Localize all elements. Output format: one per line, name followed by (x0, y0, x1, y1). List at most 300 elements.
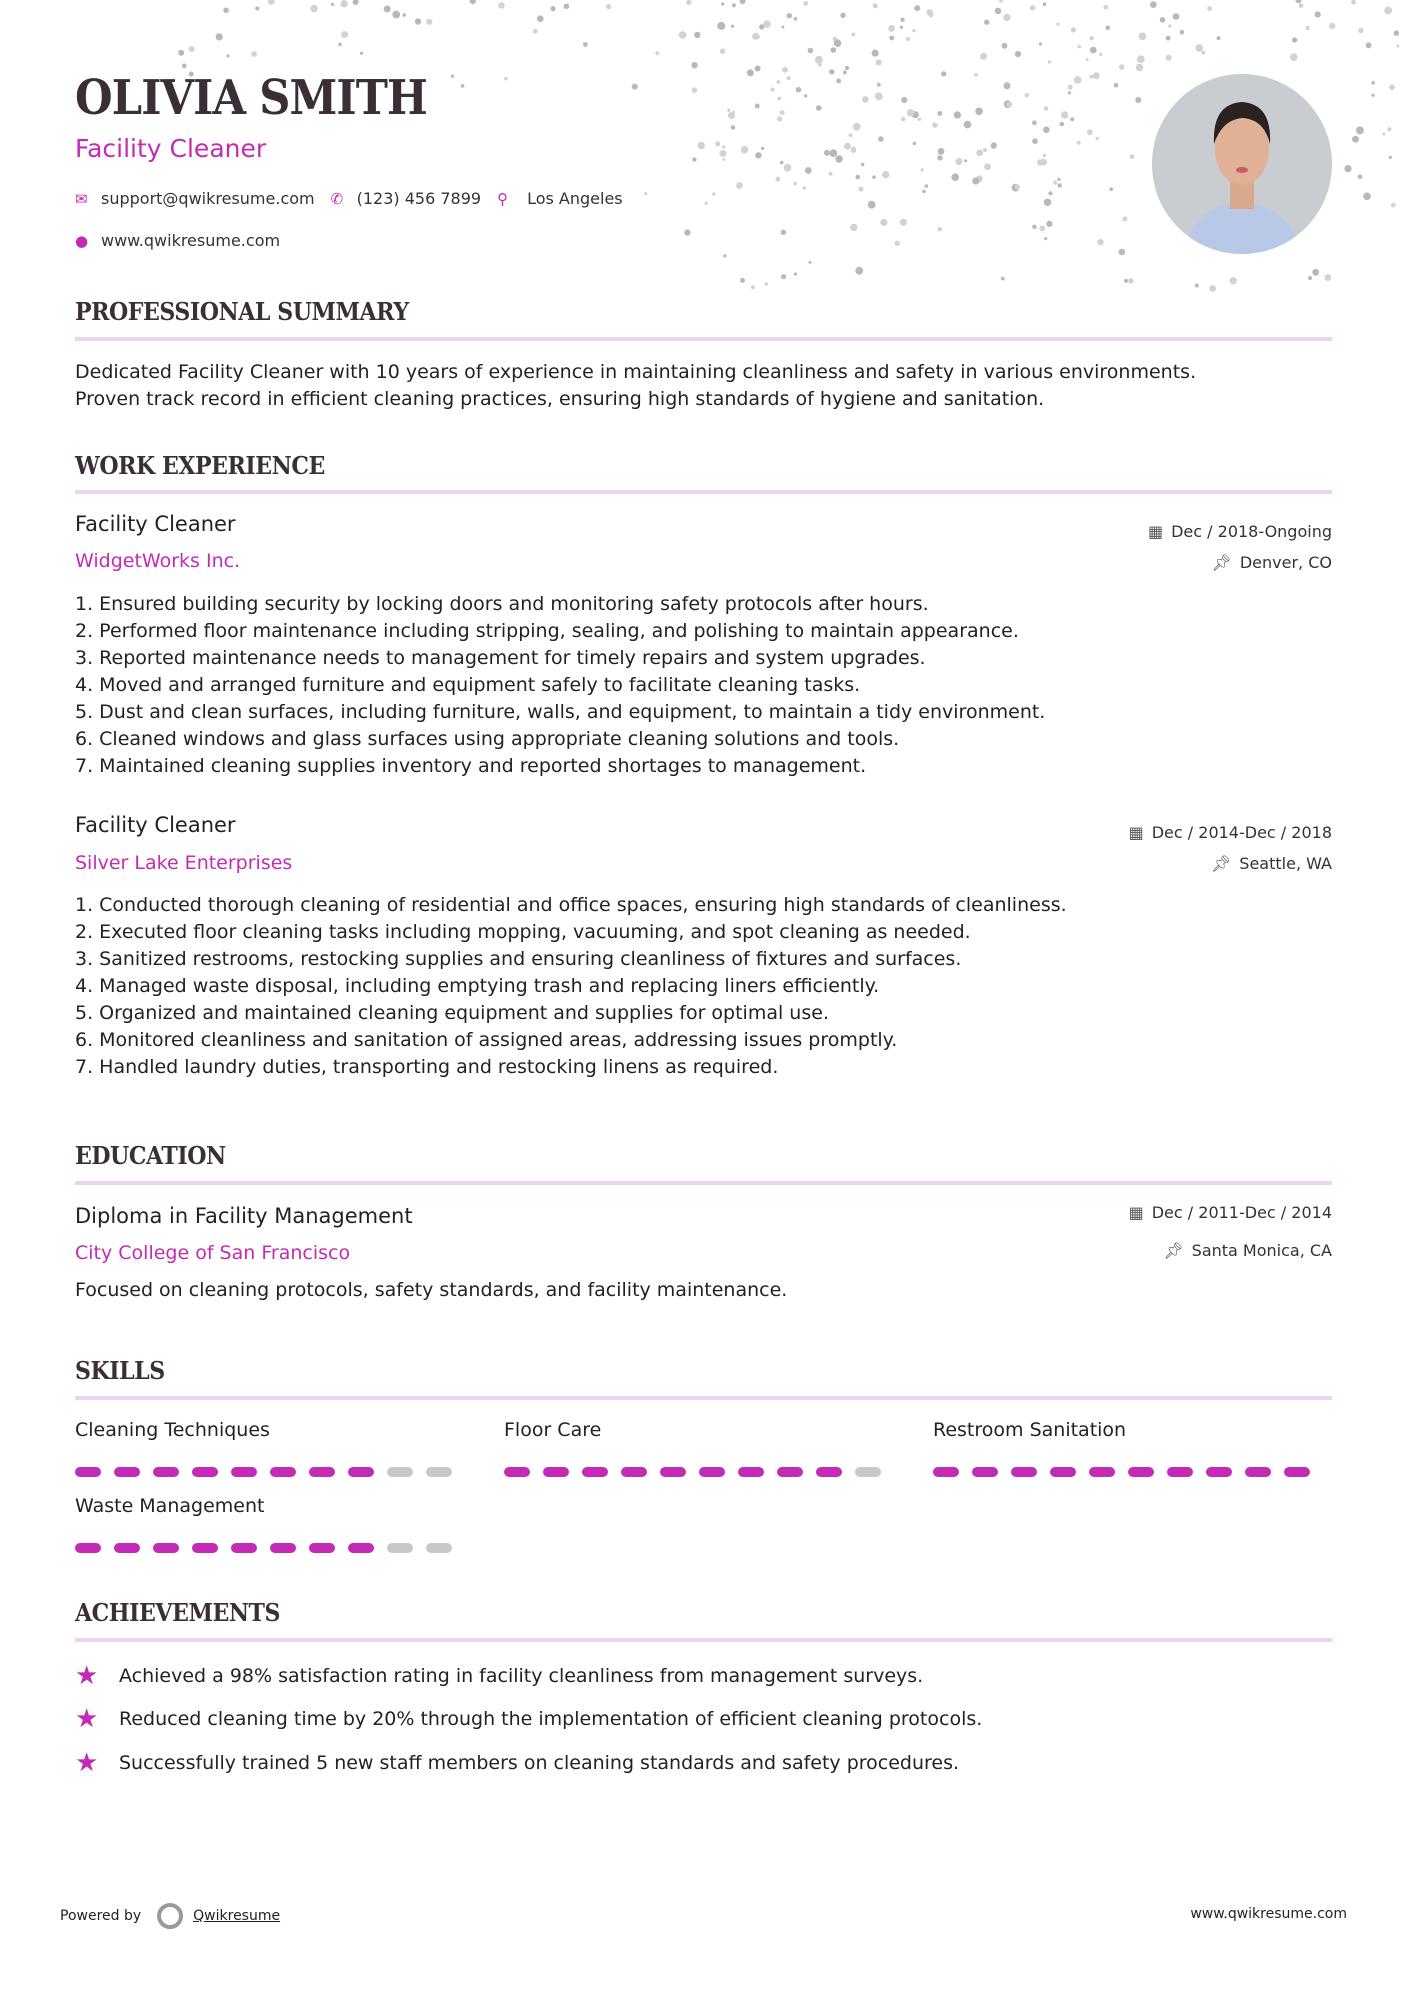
decor-dot (976, 150, 983, 157)
decor-dot (1207, 6, 1212, 11)
achievement-text: Achieved a 98% satisfaction rating in facility cleanliness from management surveys. (119, 1665, 924, 1687)
decor-dot (831, 47, 837, 53)
summary-line: Proven track record in efficient cleaning practices, ensuring high standards of hygiene and sanitation. (75, 388, 1045, 410)
skill-name: Floor Care (504, 1419, 602, 1441)
decor-dot (537, 15, 544, 22)
skill-rating (504, 1467, 881, 1477)
job-title: Facility Cleaner (75, 134, 267, 163)
decor-dot (912, 29, 915, 32)
list-item: 5. Dust and clean surfaces, including furniture, walls, and equipment, to maintain a tidy environment. (75, 701, 1046, 723)
phone-icon: ✆ (330, 189, 344, 208)
decor-dot (1089, 75, 1093, 79)
decor-dot (1136, 64, 1143, 71)
decor-dot (900, 26, 903, 29)
decor-dot (226, 54, 229, 57)
globe-icon: ● (75, 231, 89, 250)
rating-dot-filled (309, 1467, 335, 1477)
decor-dot (882, 171, 889, 178)
decor-dot (1057, 178, 1060, 181)
decor-dot (727, 109, 730, 112)
calendar-icon: ▦ (1128, 1203, 1144, 1222)
decor-dot (1032, 225, 1036, 229)
calendar-icon: ▦ (1147, 522, 1164, 541)
decor-dot (451, 75, 454, 78)
decor-dot (732, 3, 736, 7)
envelope-icon: ✉ (75, 189, 88, 208)
decor-dot (770, 88, 774, 92)
decor-dot (686, 0, 691, 5)
rating-dot-filled (1011, 1467, 1037, 1477)
website-row (75, 231, 280, 250)
decor-dot (1044, 106, 1048, 110)
list-item: 2. Performed floor maintenance including stripping, sealing, and polishing to maintain appearance. (75, 620, 1019, 642)
skill-name: Cleaning Techniques (75, 1419, 270, 1441)
decor-dot (1068, 85, 1073, 90)
list-item: 3. Reported maintenance needs to management for timely repairs and system upgrades. (75, 647, 926, 669)
rating-dot-filled (153, 1543, 179, 1553)
decor-dot (1209, 285, 1216, 292)
list-item: 7. Handled laundry duties, transporting and restocking linens as required. (75, 1056, 779, 1078)
decor-dot (851, 33, 855, 37)
decor-dot (778, 97, 782, 101)
decor-dot (1217, 36, 1221, 40)
decor-dot (1001, 277, 1005, 281)
decor-dot (1004, 82, 1011, 89)
decor-dot (1230, 277, 1237, 284)
decor-dot (1071, 27, 1076, 32)
decor-dot (736, 182, 743, 189)
achievement-item (75, 1704, 982, 1734)
decor-dot (1166, 55, 1172, 61)
job-location-1 (1212, 553, 1332, 572)
decor-dot (850, 224, 857, 231)
section-heading-experience: WORK EXPERIENCE (75, 451, 325, 480)
decor-dot (504, 77, 508, 81)
decor-dot (761, 147, 764, 150)
decor-dot (1090, 47, 1097, 54)
decor-dot (805, 167, 812, 174)
decor-dot (182, 64, 187, 69)
date-text: Dec / 2018-Ongoing (1171, 522, 1332, 541)
decor-dot (1308, 276, 1312, 280)
decor-dot (914, 5, 920, 11)
decor-dot (878, 136, 884, 142)
decor-dot (941, 71, 946, 76)
decor-dot (868, 201, 876, 209)
decor-dot (717, 22, 725, 30)
decor-dot (843, 71, 847, 75)
date-text: Dec / 2014-Dec / 2018 (1151, 823, 1332, 842)
decor-dot (470, 0, 476, 4)
list-item: 4. Moved and arranged furniture and equipment safely to facilitate cleaning tasks. (75, 674, 861, 696)
section-divider (75, 1396, 1332, 1400)
decor-dot (777, 116, 782, 121)
decor-dot (1058, 183, 1062, 187)
decor-dot (802, 186, 806, 190)
decor-dot (692, 157, 696, 161)
rating-dot-filled (309, 1543, 335, 1553)
section-heading-education: EDUCATION (75, 1141, 226, 1170)
decor-dot (402, 13, 406, 17)
decor-dot (341, 31, 348, 38)
decor-dot (550, 6, 555, 11)
decor-dot (1306, 26, 1310, 30)
decor-dot (1070, 117, 1074, 121)
decor-dot (1048, 60, 1051, 63)
decor-dot (1168, 24, 1171, 27)
skill-rating (933, 1467, 1310, 1477)
decor-dot (937, 111, 942, 116)
decor-dot (1202, 51, 1206, 55)
decor-dot (189, 46, 195, 52)
decor-dot (840, 13, 845, 18)
rating-dot-filled (621, 1467, 647, 1477)
decor-dot (1137, 55, 1145, 63)
rating-dot-filled (1128, 1467, 1154, 1477)
decor-dot (755, 152, 761, 158)
decor-dot (877, 83, 881, 87)
summary-line: Dedicated Facility Cleaner with 10 years of experience in maintaining cleanliness and safety in various environments. (75, 361, 1197, 383)
decor-dot (1195, 284, 1199, 288)
decor-dot (1056, 23, 1059, 26)
job-title-2: Facility Cleaner (75, 813, 236, 837)
decor-dot (1358, 28, 1363, 33)
decor-dot (849, 133, 853, 137)
decor-dot (415, 18, 421, 24)
rating-dot-filled (1284, 1467, 1310, 1477)
decor-dot (684, 229, 690, 235)
decor-dot (1015, 184, 1020, 189)
decor-dot (855, 267, 863, 275)
decor-dot (223, 8, 229, 14)
decor-dot (900, 219, 907, 226)
decor-dot (1097, 239, 1103, 245)
decor-dot (921, 168, 924, 171)
decor-dot (1061, 111, 1068, 118)
decor-dot (784, 164, 792, 172)
decor-dot (533, 29, 538, 34)
section-heading-summary: PROFESSIONAL SUMMARY (75, 297, 409, 326)
decor-dot (872, 50, 879, 57)
decor-dot (731, 25, 734, 28)
decor-dot (698, 142, 705, 149)
rating-dot-filled (114, 1543, 140, 1553)
decor-dot (1068, 91, 1071, 94)
decor-dot (310, 5, 318, 13)
decor-dot (1006, 102, 1012, 108)
decor-dot (932, 122, 937, 127)
decor-dot (1123, 217, 1128, 222)
rating-dot-filled (231, 1467, 257, 1477)
decor-dot (991, 143, 997, 149)
decor-dot (858, 187, 863, 192)
candidate-name: OLIVIA SMITH (75, 70, 427, 126)
rating-dot-filled (816, 1467, 842, 1477)
decor-dot (1032, 138, 1038, 144)
decor-dot (740, 0, 746, 4)
rating-dot-empty (387, 1467, 413, 1477)
decor-dot (731, 125, 735, 129)
decor-dot (268, 0, 275, 5)
star-icon: ★ (75, 1661, 99, 1691)
decor-dot (984, 20, 989, 25)
decor-dot (1124, 279, 1128, 283)
rating-dot-filled (1206, 1467, 1232, 1477)
skill-rating (75, 1543, 452, 1553)
decor-dot (984, 164, 991, 171)
rating-dot-filled (192, 1543, 218, 1553)
job-date-1 (1148, 522, 1332, 541)
rating-dot-filled (933, 1467, 959, 1477)
section-divider (75, 490, 1332, 494)
decor-dot (632, 84, 638, 90)
decor-dot (692, 87, 698, 93)
rating-dot-empty (426, 1467, 452, 1477)
decor-dot (913, 142, 917, 146)
decor-dot (1296, 0, 1302, 3)
decor-dot (1173, 13, 1180, 20)
decor-dot (1015, 51, 1021, 57)
decor-dot (1128, 278, 1133, 283)
decor-dot (583, 42, 588, 47)
decor-dot (732, 111, 735, 114)
decor-dot (1044, 199, 1051, 206)
email[interactable]: support@qwikresume.com (101, 189, 315, 208)
rating-dot-filled (270, 1543, 296, 1553)
decor-dot (1195, 44, 1203, 52)
decor-dot (794, 273, 797, 276)
calendar-icon: ▦ (1128, 823, 1144, 842)
decor-dot (855, 175, 860, 180)
decor-dot (954, 111, 961, 118)
decor-dot (1358, 174, 1363, 179)
list-item: 1. Ensured building security by locking doors and monitoring safety protocols after hours. (75, 593, 929, 615)
achievement-text: Successfully trained 5 new staff members on cleaning standards and safety procedures. (119, 1752, 960, 1774)
list-item: 1. Conducted thorough cleaning of residential and office spaces, ensuring high standards of cleanliness. (75, 894, 1067, 916)
decor-dot (1046, 221, 1052, 227)
brand-link[interactable]: Qwikresume (193, 1908, 281, 1924)
job-duties-2 (75, 892, 1067, 1081)
decor-dot (1095, 137, 1099, 141)
pin-icon: 📌︎ (1210, 854, 1232, 873)
decor-dot (712, 192, 715, 195)
skill-name: Waste Management (75, 1495, 265, 1517)
decor-dot (178, 50, 184, 56)
achievement-item (75, 1748, 959, 1778)
decor-dot (1039, 42, 1042, 45)
decor-dot (705, 202, 708, 205)
job-title-1: Facility Cleaner (75, 512, 236, 536)
decor-dot (216, 33, 223, 40)
star-icon: ★ (75, 1748, 99, 1778)
decor-dot (862, 96, 869, 103)
decor-dot (1363, 193, 1371, 201)
decor-dot (1119, 64, 1125, 70)
decor-dot (353, 0, 359, 5)
decor-dot (255, 6, 259, 10)
rating-dot-filled (348, 1467, 374, 1477)
decor-dot (835, 155, 842, 162)
decor-dot (937, 155, 942, 160)
skill-name: Restroom Sanitation (933, 1419, 1127, 1441)
rating-dot-filled (1050, 1467, 1076, 1477)
rating-dot-empty (855, 1467, 881, 1477)
decor-dot (1093, 72, 1100, 79)
decor-dot (895, 241, 900, 246)
decor-dot (679, 31, 687, 39)
rating-dot-filled (1089, 1467, 1115, 1477)
decor-dot (787, 13, 792, 18)
rating-dot-filled (972, 1467, 998, 1477)
decor-dot (900, 18, 904, 22)
decor-dot (1160, 17, 1165, 22)
decor-dot (775, 177, 780, 182)
decor-dot (1074, 76, 1082, 84)
decor-dot (1356, 126, 1364, 134)
section-heading-skills: SKILLS (75, 1356, 165, 1385)
decor-dot (1044, 237, 1047, 240)
rating-dot-filled (738, 1467, 764, 1477)
decor-dot (803, 1, 808, 6)
decor-dot (1109, 188, 1113, 192)
list-item: 2. Executed floor cleaning tasks including mopping, vacuuming, and spot cleaning as needed. (75, 921, 971, 943)
decor-dot (715, 141, 720, 146)
decor-dot (1037, 159, 1043, 165)
decor-dot (331, 3, 334, 6)
decor-dot (1351, 0, 1356, 4)
list-item: 5. Organized and maintained cleaning equipment and supplies for optimal use. (75, 1002, 829, 1024)
list-item: 7. Maintained cleaning supplies inventory and reported shortages to management. (75, 755, 867, 777)
decor-dot (1043, 2, 1047, 6)
footer-website[interactable]: www.qwikresume.com (1190, 1906, 1347, 1922)
decor-dot (1114, 83, 1119, 88)
decor-dot (1130, 154, 1135, 159)
decor-dot (763, 20, 771, 28)
decor-dot (781, 274, 786, 279)
rating-dot-filled (1245, 1467, 1271, 1477)
decor-dot (956, 158, 963, 165)
decor-dot (782, 67, 788, 73)
decor-dot (765, 282, 769, 286)
decor-dot (906, 37, 910, 41)
location-text: Seattle, WA (1239, 854, 1332, 873)
decor-dot (722, 158, 725, 161)
date-text: Dec / 2011-Dec / 2014 (1151, 1203, 1332, 1222)
list-item: 6. Monitored cleanliness and sanitation of assigned areas, addressing issues promptly. (75, 1029, 898, 1051)
education-location (1163, 1241, 1332, 1260)
decor-dot (938, 148, 945, 155)
list-item: 4. Managed waste disposal, including emptying trash and replacing liners efficiently. (75, 975, 880, 997)
qwikresume-logo-icon (157, 1903, 183, 1929)
decor-dot (1099, 53, 1102, 56)
profile-photo (1152, 74, 1332, 254)
decor-dot (1039, 225, 1045, 231)
decor-dot (1106, 26, 1111, 31)
rating-dot-filled (231, 1543, 257, 1553)
decor-dot (781, 26, 784, 29)
decor-dot (1077, 141, 1081, 145)
pin-icon: 📌︎ (1211, 553, 1232, 572)
rating-dot-filled (114, 1467, 140, 1477)
decor-dot (872, 175, 876, 179)
rating-dot-filled (75, 1543, 101, 1553)
decor-dot (983, 148, 987, 152)
website[interactable]: www.qwikresume.com (101, 231, 281, 250)
decor-dot (606, 4, 611, 9)
decor-dot (1396, 45, 1399, 48)
decor-dot (926, 9, 932, 15)
decor-dot (722, 145, 725, 148)
decor-dot (844, 143, 851, 150)
decor-dot (880, 219, 887, 226)
decor-dot (1391, 203, 1396, 208)
decor-dot (980, 53, 987, 60)
decor-dot (1315, 11, 1321, 17)
rating-dot-filled (660, 1467, 686, 1477)
decor-dot (251, 51, 257, 57)
rating-dot-filled (543, 1467, 569, 1477)
decor-dot (1352, 136, 1359, 143)
decor-dot (1312, 269, 1319, 276)
decor-dot (1135, 97, 1141, 103)
decor-dot (829, 69, 834, 74)
decor-dot (833, 37, 837, 41)
decor-dot (741, 146, 748, 153)
pin-icon: 📌︎ (1163, 1241, 1184, 1260)
section-divider (75, 1181, 1332, 1185)
decor-dot (340, 0, 347, 7)
section-divider (75, 1638, 1332, 1642)
rating-dot-filled (1167, 1467, 1193, 1477)
decor-dot (644, 192, 647, 195)
decor-dot (1119, 249, 1126, 256)
decor-dot (999, 0, 1003, 3)
powered-by-label: Powered by (60, 1908, 142, 1924)
decor-dot (1043, 154, 1046, 157)
decor-dot (922, 190, 926, 194)
location-text: Denver, CO (1239, 553, 1332, 572)
decor-dot (1389, 156, 1392, 159)
decor-dot (1345, 165, 1352, 172)
decor-dot (755, 66, 761, 72)
decor-dot (830, 149, 838, 157)
rating-dot-filled (192, 1467, 218, 1477)
decor-dot (1030, 5, 1035, 10)
decor-dot (655, 51, 659, 55)
decor-dot (1371, 94, 1374, 97)
decor-dot (1371, 81, 1375, 85)
decor-dot (1103, 5, 1108, 10)
decor-dot (851, 147, 856, 152)
decor-dot (360, 52, 363, 55)
decor-dot (951, 173, 959, 181)
achievement-item (75, 1661, 923, 1691)
decor-dot (1077, 45, 1081, 49)
decor-dot (1002, 43, 1008, 49)
decor-dot (1087, 129, 1093, 135)
decor-dot (925, 184, 929, 188)
decor-dot (907, 109, 915, 117)
phone: (123) 456 7899 (356, 189, 482, 208)
decor-dot (1043, 127, 1050, 134)
decor-dot (694, 32, 700, 38)
education-description: Focused on cleaning protocols, safety standards, and facility maintenance. (75, 1279, 788, 1301)
decor-dot (1003, 14, 1010, 21)
rating-dot-filled (582, 1467, 608, 1477)
decor-dot (824, 150, 830, 156)
decor-dot (719, 150, 726, 157)
decor-dot (1086, 58, 1089, 61)
